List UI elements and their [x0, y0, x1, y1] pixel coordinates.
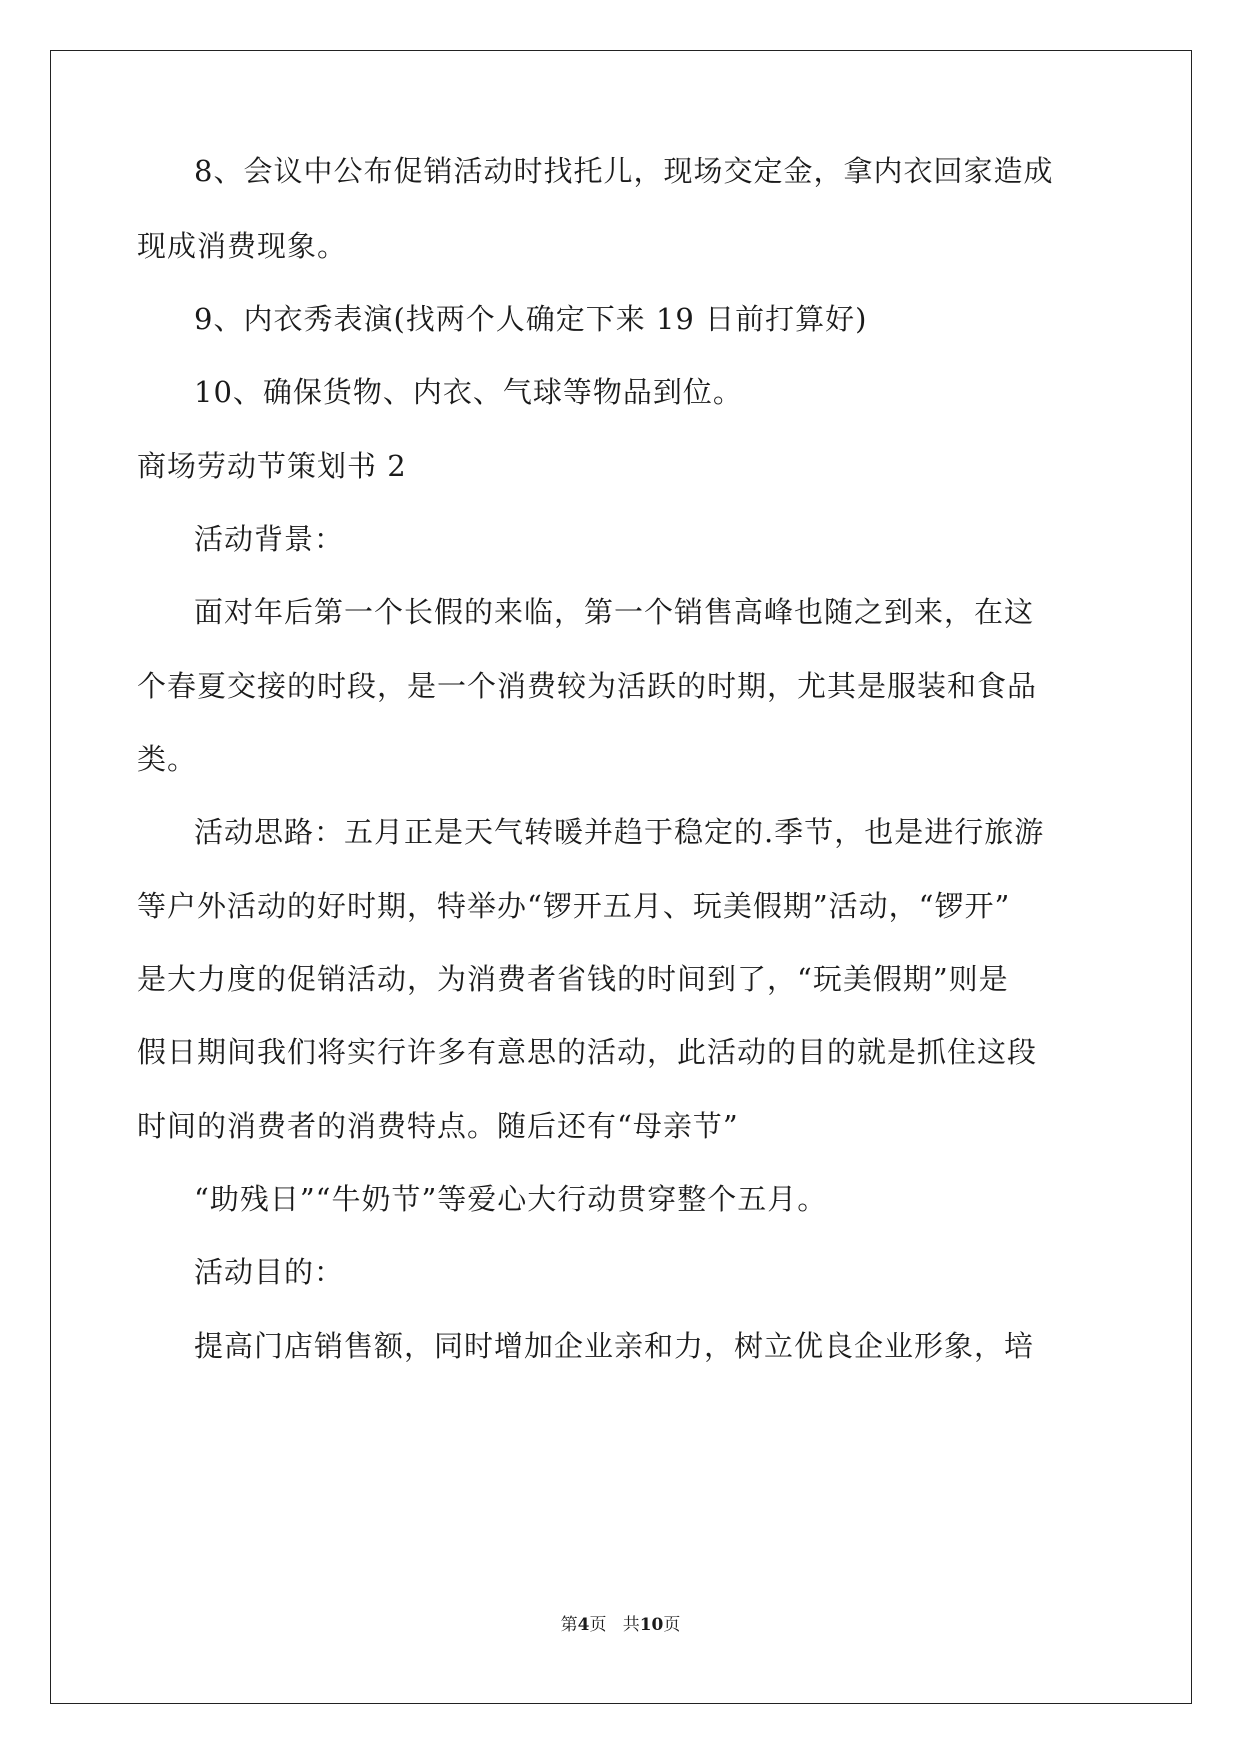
- paragraph-line: 是大力度的促销活动，为消费者省钱的时间到了，“玩美假期”则是: [137, 962, 1009, 996]
- section-label-background: 活动背景：: [194, 522, 345, 556]
- paragraph-line: 时间的消费者的消费特点。随后还有“母亲节”: [137, 1109, 739, 1143]
- section-label-purpose: 活动目的：: [194, 1255, 345, 1289]
- paragraph-line: 10、确保货物、内衣、气球等物品到位。: [194, 375, 743, 409]
- page-border: [50, 50, 1192, 1704]
- paragraph-line: 8、会议中公布促销活动时找托儿，现场交定金，拿内衣回家造成: [194, 154, 1054, 188]
- paragraph-line: 活动思路：五月正是天气转暖并趋于稳定的.季节，也是进行旅游: [194, 815, 1045, 849]
- section-heading: 商场劳动节策划书 2: [137, 449, 407, 483]
- paragraph-line: 等户外活动的好时期，特举办“锣开五月、玩美假期”活动，“锣开”: [137, 889, 1011, 923]
- footer-page-total: 10: [639, 1615, 664, 1635]
- paragraph-line: 面对年后第一个长假的来临，第一个销售高峰也随之到来，在这: [194, 595, 1035, 629]
- paragraph-line: 提高门店销售额，同时增加企业亲和力，树立优良企业形象，培: [194, 1329, 1035, 1363]
- paragraph-line: 个春夏交接的时段，是一个消费较为活跃的时期，尤其是服装和食品: [137, 669, 1038, 703]
- footer-prefix: 第: [560, 1615, 578, 1635]
- page-footer: [0, 1617, 1241, 1634]
- footer-page-label: 页: [589, 1615, 607, 1635]
- paragraph-line: “助残日”“牛奶节”等爱心大行动贯穿整个五月。: [194, 1182, 828, 1216]
- footer-total-prefix: 共: [622, 1615, 640, 1635]
- paragraph-line: 9、内衣秀表演(找两个人确定下来 19 日前打算好): [194, 302, 868, 336]
- paragraph-line: 现成消费现象。: [137, 229, 348, 263]
- footer-total-label: 页: [663, 1615, 681, 1635]
- paragraph-line: 类。: [137, 742, 198, 776]
- paragraph-line: 假日期间我们将实行许多有意思的活动，此活动的目的就是抓住这段: [137, 1035, 1038, 1069]
- footer-page-current: 4: [577, 1615, 590, 1635]
